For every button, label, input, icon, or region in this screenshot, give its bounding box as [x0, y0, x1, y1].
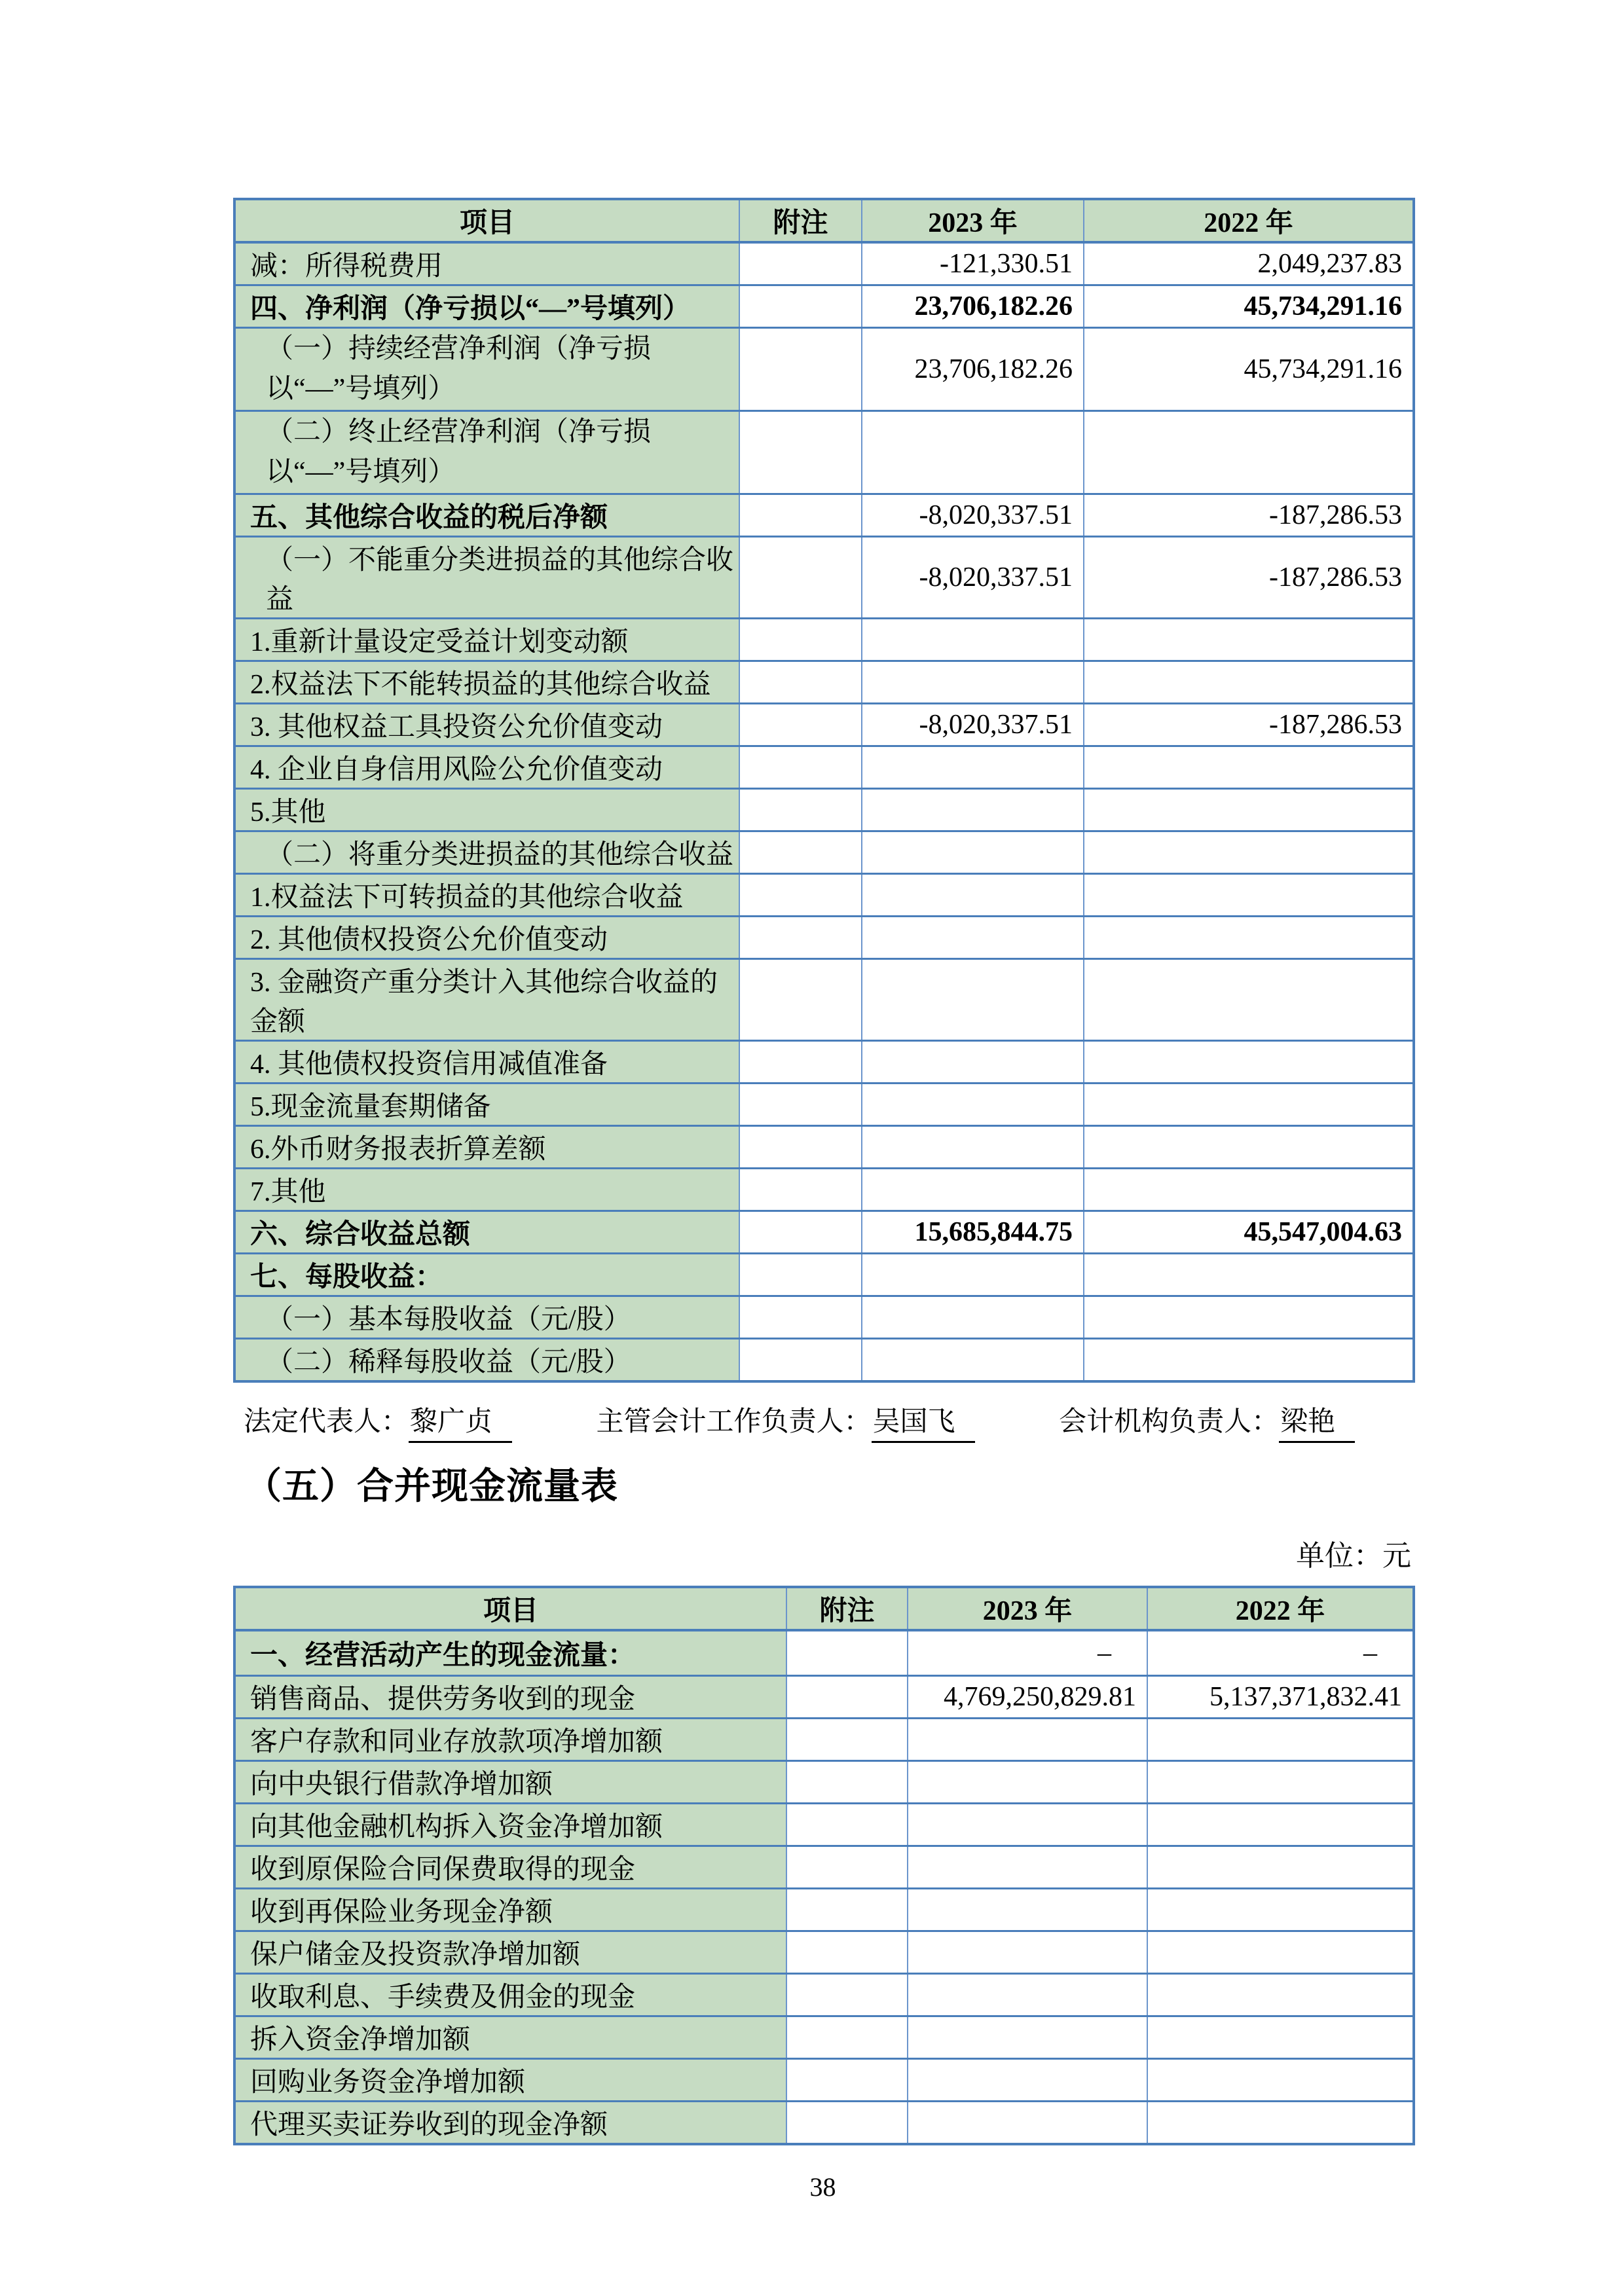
income-statement-table	[233, 198, 1415, 1383]
table-row	[234, 1931, 1414, 1974]
table-row	[234, 2059, 1414, 2102]
note-cell	[739, 746, 862, 788]
item-cell: （一）持续经营净利润（净亏损以“—”号填列）	[234, 328, 739, 411]
item-cell: 减：所得税费用	[234, 242, 739, 285]
value-2023-cell	[908, 1974, 1147, 2016]
value-2023-cell	[862, 1083, 1084, 1125]
table-row	[234, 1296, 1414, 1338]
item-cell: 一、经营活动产生的现金流量：	[234, 1630, 786, 1676]
note-cell	[739, 831, 862, 873]
column-header-item: 项目	[234, 1587, 786, 1630]
note-cell	[786, 2059, 908, 2102]
item-cell: （二）将重分类进损益的其他综合收益	[234, 831, 739, 873]
note-cell	[739, 873, 862, 916]
item-cell: 4. 企业自身信用风险公允价值变动	[234, 746, 739, 788]
value-2023-cell	[862, 410, 1084, 494]
chief-accountant	[597, 1400, 975, 1443]
cash-flow-table	[233, 1586, 1415, 2146]
value-2023-cell: 4,769,250,829.81	[908, 1676, 1147, 1719]
item-cell: 六、综合收益总额	[234, 1211, 739, 1253]
value-2022-cell	[1084, 1253, 1414, 1296]
value-2023-cell	[862, 661, 1084, 703]
item-cell: 回购业务资金净增加额	[234, 2059, 786, 2102]
value-2023-cell: -8,020,337.51	[862, 703, 1084, 746]
accounting-head-name: 梁艳	[1279, 1400, 1355, 1443]
value-2023-cell	[862, 873, 1084, 916]
value-2023-cell: –	[908, 1630, 1147, 1676]
note-cell	[786, 1846, 908, 1889]
item-cell: 向其他金融机构拆入资金净增加额	[234, 1804, 786, 1846]
column-header-2022: 2022 年	[1084, 199, 1414, 242]
table-row	[234, 2102, 1414, 2145]
value-2023-cell: 15,685,844.75	[862, 1211, 1084, 1253]
value-2022-cell: 5,137,371,832.41	[1147, 1676, 1414, 1719]
value-2023-cell	[908, 1761, 1147, 1804]
value-2022-cell: -187,286.53	[1084, 703, 1414, 746]
note-cell	[786, 2102, 908, 2145]
value-2022-cell	[1084, 1083, 1414, 1125]
note-cell	[739, 1125, 862, 1168]
note-cell	[786, 2016, 908, 2059]
value-2023-cell	[862, 618, 1084, 661]
value-2023-cell	[908, 1846, 1147, 1889]
note-cell	[786, 1761, 908, 1804]
income-table-body	[234, 242, 1414, 1381]
table-row	[234, 1719, 1414, 1761]
table-row	[234, 746, 1414, 788]
table-row	[234, 1804, 1414, 1846]
value-2022-cell	[1147, 2059, 1414, 2102]
accounting-head	[1059, 1400, 1355, 1443]
note-cell	[786, 1719, 908, 1761]
note-cell	[739, 494, 862, 536]
value-2023-cell	[908, 2059, 1147, 2102]
value-2022-cell	[1084, 916, 1414, 958]
value-2022-cell: 2,049,237.83	[1084, 242, 1414, 285]
item-cell: 5.现金流量套期储备	[234, 1083, 739, 1125]
item-cell: 6.外币财务报表折算差额	[234, 1125, 739, 1168]
table-row	[234, 1125, 1414, 1168]
value-2022-cell	[1084, 831, 1414, 873]
value-2022-cell	[1147, 1931, 1414, 1974]
value-2023-cell	[862, 831, 1084, 873]
item-cell: 保户储金及投资款净增加额	[234, 1931, 786, 1974]
value-2023-cell	[862, 916, 1084, 958]
value-2023-cell: 23,706,182.26	[862, 328, 1084, 411]
item-cell: 7.其他	[234, 1168, 739, 1211]
value-2022-cell: -187,286.53	[1084, 536, 1414, 618]
note-cell	[786, 1804, 908, 1846]
note-cell	[739, 242, 862, 285]
value-2023-cell	[862, 1125, 1084, 1168]
table-row	[234, 1040, 1414, 1083]
value-2022-cell: 45,734,291.16	[1084, 285, 1414, 328]
value-2023-cell	[862, 1253, 1084, 1296]
item-cell: 4. 其他债权投资信用减值准备	[234, 1040, 739, 1083]
item-cell: 收到再保险业务现金净额	[234, 1889, 786, 1931]
value-2023-cell: 23,706,182.26	[862, 285, 1084, 328]
value-2023-cell	[908, 1889, 1147, 1931]
value-2022-cell: 45,734,291.16	[1084, 328, 1414, 411]
note-cell	[739, 410, 862, 494]
value-2022-cell	[1084, 958, 1414, 1040]
note-cell	[786, 1974, 908, 2016]
legal-representative	[244, 1400, 512, 1443]
table-row	[234, 661, 1414, 703]
table-row	[234, 1083, 1414, 1125]
value-2023-cell	[908, 2016, 1147, 2059]
value-2022-cell	[1147, 2016, 1414, 2059]
item-cell: 拆入资金净增加额	[234, 2016, 786, 2059]
value-2022-cell	[1147, 1846, 1414, 1889]
item-cell: 1.重新计量设定受益计划变动额	[234, 618, 739, 661]
item-cell: 销售商品、提供劳务收到的现金	[234, 1676, 786, 1719]
value-2022-cell	[1147, 1974, 1414, 2016]
accounting-head-label: 会计机构负责人：	[1059, 1406, 1280, 1437]
table-row	[234, 1168, 1414, 1211]
column-header-2023: 2023 年	[862, 199, 1084, 242]
note-cell	[739, 916, 862, 958]
value-2023-cell	[908, 1931, 1147, 1974]
column-header-item: 项目	[234, 199, 739, 242]
item-cell: 七、每股收益：	[234, 1253, 739, 1296]
value-2023-cell	[862, 958, 1084, 1040]
table-row	[234, 873, 1414, 916]
item-cell: 2.权益法下不能转损益的其他综合收益	[234, 661, 739, 703]
table-row	[234, 1338, 1414, 1381]
income-table-header-row	[234, 199, 1414, 242]
value-2022-cell	[1084, 788, 1414, 831]
value-2023-cell	[908, 2102, 1147, 2145]
value-2023-cell: -121,330.51	[862, 242, 1084, 285]
value-2022-cell	[1084, 746, 1414, 788]
value-2022-cell	[1084, 873, 1414, 916]
item-cell: （一）基本每股收益（元/股）	[234, 1296, 739, 1338]
cashflow-table-body	[234, 1630, 1414, 2145]
value-2023-cell	[862, 1040, 1084, 1083]
table-row	[234, 831, 1414, 873]
value-2022-cell	[1084, 618, 1414, 661]
value-2023-cell	[862, 1296, 1084, 1338]
table-row	[234, 958, 1414, 1040]
item-cell: 客户存款和同业存放款项净增加额	[234, 1719, 786, 1761]
table-row	[234, 410, 1414, 494]
item-cell: 3. 其他权益工具投资公允价值变动	[234, 703, 739, 746]
value-2023-cell: -8,020,337.51	[862, 494, 1084, 536]
table-row	[234, 328, 1414, 411]
note-cell	[739, 1083, 862, 1125]
item-cell: （一）不能重分类进损益的其他综合收益	[234, 536, 739, 618]
note-cell	[739, 1211, 862, 1253]
note-cell	[739, 703, 862, 746]
item-cell: 2. 其他债权投资公允价值变动	[234, 916, 739, 958]
legal-representative-label: 法定代表人：	[244, 1406, 409, 1437]
note-cell	[739, 958, 862, 1040]
item-cell: 1.权益法下可转损益的其他综合收益	[234, 873, 739, 916]
note-cell	[786, 1676, 908, 1719]
note-cell	[739, 1296, 862, 1338]
table-row	[234, 1253, 1414, 1296]
value-2022-cell	[1084, 1296, 1414, 1338]
value-2022-cell	[1147, 1889, 1414, 1931]
note-cell	[739, 788, 862, 831]
table-row	[234, 1676, 1414, 1719]
table-row	[234, 242, 1414, 285]
column-header-note: 附注	[739, 199, 862, 242]
table-row	[234, 1630, 1414, 1676]
value-2022-cell: -187,286.53	[1084, 494, 1414, 536]
table-row	[234, 1846, 1414, 1889]
table-row	[234, 285, 1414, 328]
column-header-2023: 2023 年	[908, 1587, 1147, 1630]
note-cell	[739, 328, 862, 411]
table-row	[234, 1761, 1414, 1804]
item-cell: 代理买卖证券收到的现金净额	[234, 2102, 786, 2145]
value-2022-cell	[1147, 1761, 1414, 1804]
value-2022-cell	[1084, 1168, 1414, 1211]
page-number: 38	[809, 2172, 836, 2202]
item-cell: 五、其他综合收益的税后净额	[234, 494, 739, 536]
table-row	[234, 916, 1414, 958]
value-2022-cell	[1084, 1125, 1414, 1168]
note-cell	[786, 1889, 908, 1931]
value-2023-cell	[908, 1719, 1147, 1761]
note-cell	[739, 1168, 862, 1211]
item-cell: 收到原保险合同保费取得的现金	[234, 1846, 786, 1889]
unit-label: 单位：元	[1296, 1539, 1411, 1572]
note-cell	[739, 1040, 862, 1083]
item-cell: 收取利息、手续费及佣金的现金	[234, 1974, 786, 2016]
chief-accountant-label: 主管会计工作负责人：	[596, 1406, 872, 1437]
legal-representative-name: 黎广贞	[409, 1400, 512, 1443]
value-2023-cell	[862, 1168, 1084, 1211]
column-header-2022: 2022 年	[1147, 1587, 1414, 1630]
value-2022-cell	[1147, 2102, 1414, 2145]
table-row	[234, 1211, 1414, 1253]
table-row	[234, 788, 1414, 831]
item-cell: 5.其他	[234, 788, 739, 831]
note-cell	[739, 1338, 862, 1381]
item-cell: 四、净利润（净亏损以“—”号填列）	[234, 285, 739, 328]
note-cell	[739, 661, 862, 703]
table-row	[234, 1974, 1414, 2016]
value-2022-cell: –	[1147, 1630, 1414, 1676]
chief-accountant-name: 吴国飞	[872, 1400, 975, 1443]
value-2022-cell	[1084, 410, 1414, 494]
table-row	[234, 494, 1414, 536]
table-row	[234, 703, 1414, 746]
item-cell: （二）稀释每股收益（元/股）	[234, 1338, 739, 1381]
note-cell	[739, 285, 862, 328]
value-2022-cell	[1084, 1040, 1414, 1083]
item-cell: 3. 金融资产重分类计入其他综合收益的金额	[234, 958, 739, 1040]
value-2022-cell	[1147, 1719, 1414, 1761]
signature-line	[244, 1400, 1412, 1443]
note-cell	[786, 1630, 908, 1676]
table-row	[234, 1889, 1414, 1931]
value-2023-cell	[862, 1338, 1084, 1381]
value-2023-cell	[862, 788, 1084, 831]
value-2022-cell	[1084, 661, 1414, 703]
table-row	[234, 2016, 1414, 2059]
table-row	[234, 536, 1414, 618]
value-2022-cell	[1084, 1338, 1414, 1381]
page-content	[233, 0, 1412, 2202]
value-2023-cell	[908, 1804, 1147, 1846]
section-title: （五）合并现金流量表	[245, 1465, 618, 1506]
note-cell	[739, 618, 862, 661]
table-row	[234, 618, 1414, 661]
value-2023-cell	[862, 746, 1084, 788]
item-cell: 向中央银行借款净增加额	[234, 1761, 786, 1804]
note-cell	[786, 1931, 908, 1974]
column-header-note: 附注	[786, 1587, 908, 1630]
cashflow-table-header-row	[234, 1587, 1414, 1630]
value-2022-cell	[1147, 1804, 1414, 1846]
item-cell: （二）终止经营净利润（净亏损以“—”号填列）	[234, 410, 739, 494]
note-cell	[739, 1253, 862, 1296]
note-cell	[739, 536, 862, 618]
value-2022-cell: 45,547,004.63	[1084, 1211, 1414, 1253]
value-2023-cell: -8,020,337.51	[862, 536, 1084, 618]
